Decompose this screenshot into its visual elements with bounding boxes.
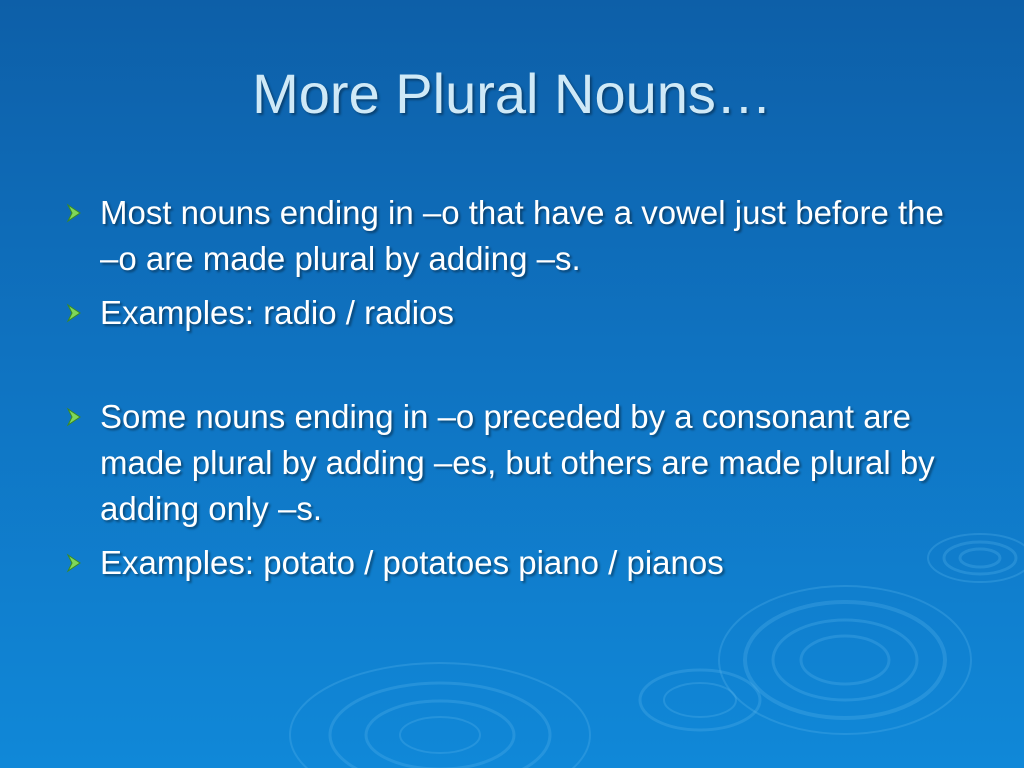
bullet-item	[64, 394, 964, 532]
bullet-text: Examples: radio / radios	[100, 294, 454, 331]
bullet-text: Some nouns ending in –o preceded by a consonant are made plural by adding –es, but others are made plural by adding only –s.	[100, 398, 935, 527]
bullet-text: Most nouns ending in –o that have a vowel just before the –o are made plural by adding –s.	[100, 194, 944, 277]
slide-title: More Plural Nouns…	[252, 62, 772, 125]
bullet-text: Examples: potato / potatoes piano / pianos	[100, 544, 724, 581]
arrow-chevron-icon	[64, 406, 86, 428]
arrow-chevron-icon	[64, 302, 86, 324]
bullet-list	[64, 190, 964, 586]
bullet-item	[64, 190, 964, 282]
arrow-chevron-icon	[64, 202, 86, 224]
bullet-item	[64, 290, 964, 336]
bullet-item	[64, 540, 964, 586]
arrow-chevron-icon	[64, 552, 86, 574]
